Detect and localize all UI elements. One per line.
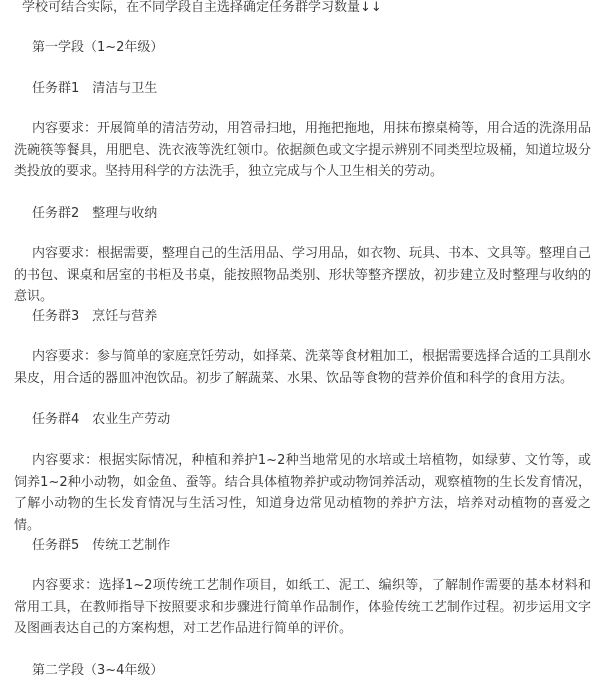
- task-group-title-1: 任务群1 清洁与卫生: [32, 81, 158, 96]
- task-group-requirement-2: 内容要求：根据需要，整理自己的生活用品、学习用品，如衣物、玩具、书本、文具等。整理自己的书包、课桌和居室的书柜及书桌，能按照物品类别、形状等整齐摆放，初步建立及时整理与收纳的意识。: [14, 246, 592, 304]
- task-group-requirement-5: 内容要求：选择1~2项传统工艺制作项目，如纸工、泥工、编织等，了解制作需要的基本材料和常用工具，在教师指导下按照要求和步骤进行简单作品制作，体验传统工艺制作过程。初步运用文字及图画表达自己的方案构想，对工艺作品进行简单的评价。: [14, 578, 591, 636]
- stage-heading-1: 第一学段（1~2年级）: [32, 40, 164, 55]
- task-group-title-2: 任务群2 整理与收纳: [32, 206, 158, 221]
- task-group-title-3: 任务群3 烹饪与营养: [32, 309, 158, 324]
- intro-text: 学校可结合实际，在不同学段自主选择确定任务群学习数量↓↓: [22, 0, 382, 15]
- task-group-requirement-1: 内容要求：开展简单的清洁劳动，用笤帚扫地，用拖把拖地，用抹布擦桌椅等，用合适的洗涤用品洗碗筷等餐具，用肥皂、洗衣液等洗红领巾。依据颜色或文字提示辨别不同类型垃圾桶，知道垃圾分类投放的要求。坚持用科学的方法洗手，独立完成与个人卫生相关的劳动。: [14, 121, 592, 179]
- task-group-title-4: 任务群4 农业生产劳动: [32, 412, 171, 427]
- stage-heading-2: 第二学段（3~4年级）: [32, 663, 164, 678]
- task-group-requirement-3: 内容要求：参与简单的家庭烹饪劳动，如择菜、洗菜等食材粗加工，根据需要选择合适的工具削水果皮，用合适的器皿冲泡饮品。初步了解蔬菜、水果、饮品等食物的营养价值和科学的食用方法。: [14, 349, 592, 386]
- task-group-title-5: 任务群5 传统工艺制作: [32, 538, 171, 553]
- task-group-requirement-4: 内容要求：根据实际情况，种植和养护1~2种当地常见的水培或土培植物，如绿萝、文竹等，或饲养1~2种小动物，如金鱼、蚕等。结合具体植物养护或动物饲养活动，观察植物的生长发育情况，了解小动物的生长发育情况与生活习性，知道身边常见动植物的养护方法，培养对动植物的喜爱之情。: [14, 453, 591, 533]
